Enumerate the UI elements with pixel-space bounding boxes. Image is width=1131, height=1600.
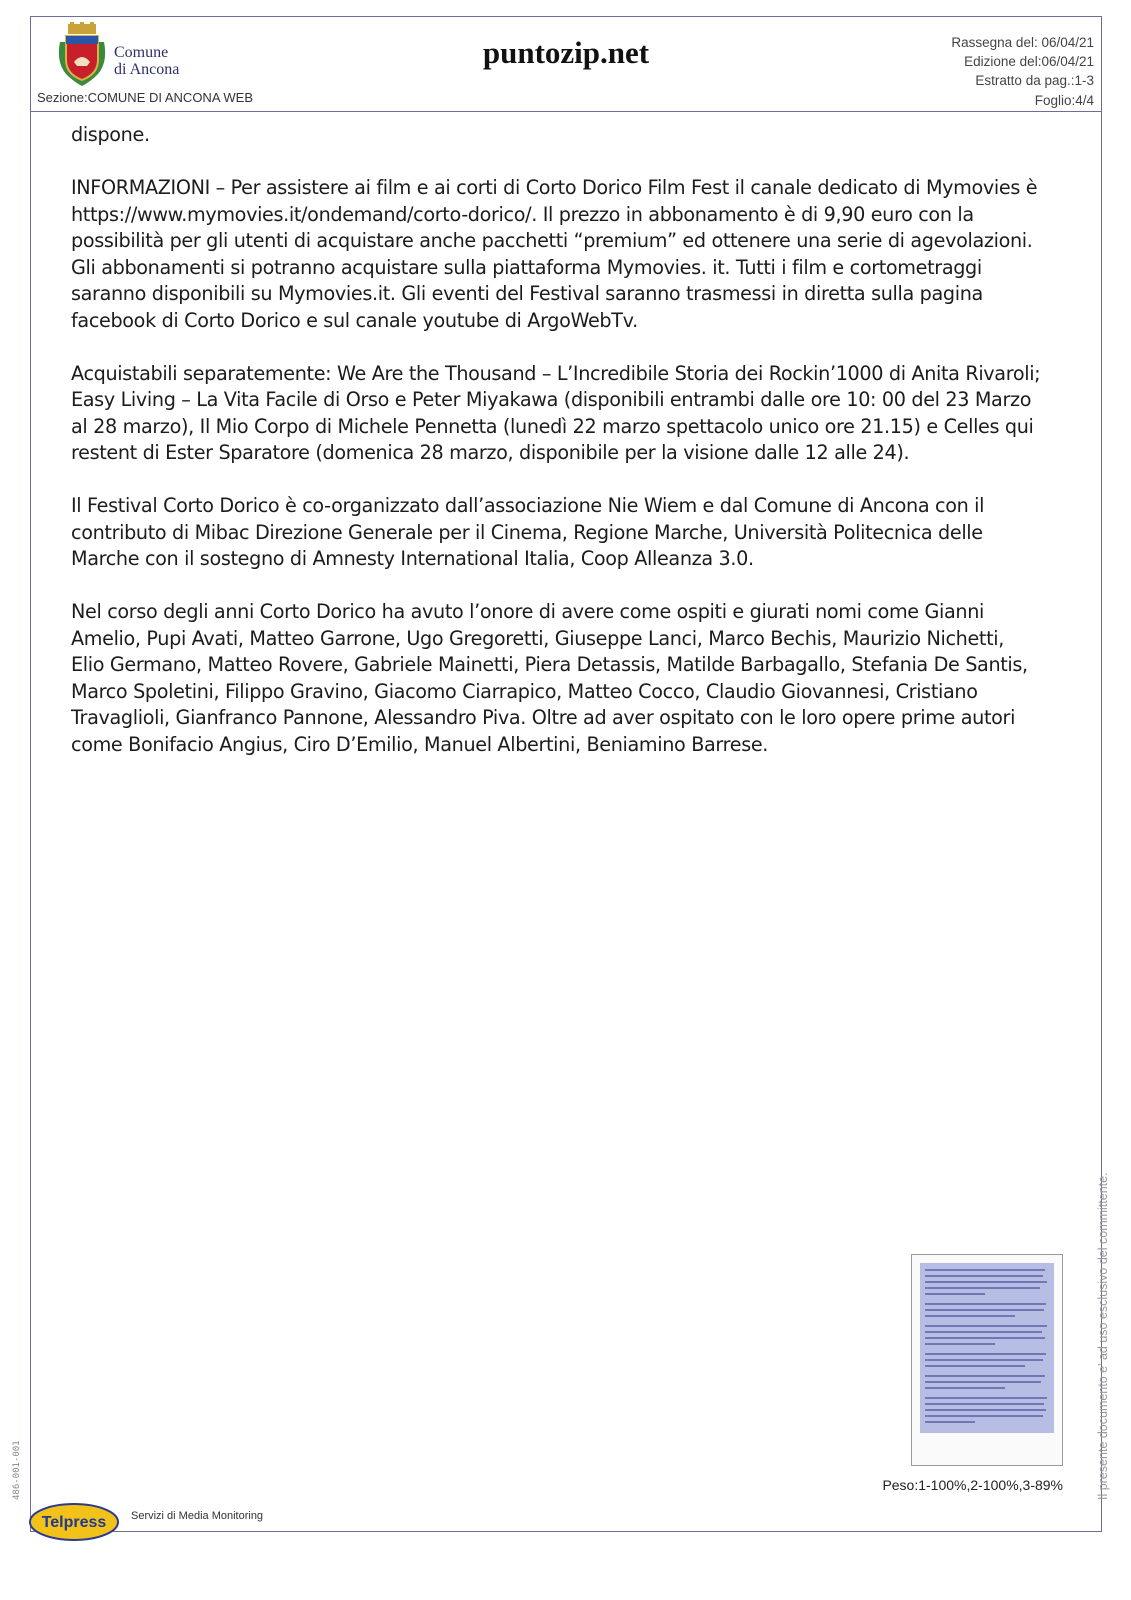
rassegna-date: Rassegna del: 06/04/21 bbox=[951, 35, 1094, 50]
section-label: Sezione:COMUNE DI ANCONA WEB bbox=[37, 90, 253, 105]
article-paragraph: Il Festival Corto Dorico è co-organizzato dall’associazione Nie Wiem e dal Comune di Ancona con il contributo di Mibac Direzione Generale per il Cinema, Regione Marche, Università Politecnica delle Marche con il sostegno di Amnesty International Italia, Coop Alleanza 3.0. bbox=[71, 494, 985, 570]
brand-line-2: di Ancona bbox=[114, 61, 180, 78]
thumbnail-text-block bbox=[920, 1263, 1054, 1433]
article-paragraph: INFORMAZIONI – Per assistere ai film e ai corti di Corto Dorico Film Fest il canale dedicato di Mymovies è https://www.mymovies.it/ondemand/corto-dorico/. Il prezzo in abbonamento è di 9,90 euro con la possibilità per gli utenti di acquistare anche pacchetti “premium” ed ottenere una serie di agevolazioni. Gli abbonamenti si potranno acquistare sulla piattaforma Mymovies. it. Tutti i film e cortometraggi saranno disponibili su Mymovies.it. Gli eventi del Festival saranno trasmessi in diretta sulla pagina facebook di Corto Dorico e sul canale youtube di ArgoWebTv. bbox=[71, 176, 1038, 332]
foglio-number: Foglio:4/4 bbox=[1034, 93, 1094, 108]
article-body bbox=[71, 122, 1041, 785]
source-title: puntozip.net bbox=[482, 35, 650, 70]
brand-line-1: Comune bbox=[114, 44, 169, 61]
edizione-date: Edizione del:06/04/21 bbox=[964, 54, 1094, 69]
footer-service: Servizi di Media Monitoring bbox=[131, 1510, 264, 1522]
estratto-pages: Estratto da pag.:1-3 bbox=[975, 73, 1094, 88]
article-paragraph: Nel corso degli anni Corto Dorico ha avuto l’onore di avere come ospiti e giurati nomi come Gianni Amelio, Pupi Avati, Matteo Garrone, Ugo Gregoretti, Giuseppe Lanci, Marco Bechis, Maurizio Nichetti, Elio Germano, Matteo Rovere, Gabriele Mainetti, Piera Detassis, Matilde Barbagallo, Stefania De Santis, Marco Spoletini, Filippo Gravino, Giacomo Ciarrapico, Matteo Cocco, Claudio Giovannesi, Cristiano Travaglioli, Gianfranco Pannone, Alessandro Piva. Oltre ad aver ospitato con le loro opere prime autori come Bonifacio Angius, Ciro D’Emilio, Manuel Albertini, Beniamino Barrese. bbox=[71, 600, 1028, 756]
document-code: 486-001-001 bbox=[12, 1440, 22, 1500]
page-thumbnail-icon bbox=[911, 1254, 1063, 1466]
header bbox=[30, 16, 1102, 112]
weight-label: Peso:1-100%,2-100%,3-89% bbox=[882, 1477, 1063, 1493]
press-meta bbox=[951, 33, 1094, 110]
telpress-logo-icon bbox=[28, 1500, 120, 1544]
article-paragraph: Acquistabili separatemente: We Are the Thousand – L’Incredibile Storia dei Rockin’1000 di Anita Rivaroli; Easy Living – La Vita Facile di Orso e Peter Miyakawa (disponibili entrambi dalle ore 10: 00 del 23 Marzo al 28 marzo), Il Mio Corpo di Michele Pennetta (lunedì 22 marzo spettacolo unico ore 21.15) e Celles qui restent di Ester Sparatore (domenica 28 marzo, disponibile per la visione dalle 12 alle 24). bbox=[71, 361, 1041, 464]
article-paragraph: dispone. bbox=[71, 123, 150, 146]
svg-text:Telpress: Telpress bbox=[41, 1514, 107, 1531]
usage-notice: Il presente documento e' ad uso esclusivo del committente. bbox=[1096, 1172, 1110, 1500]
